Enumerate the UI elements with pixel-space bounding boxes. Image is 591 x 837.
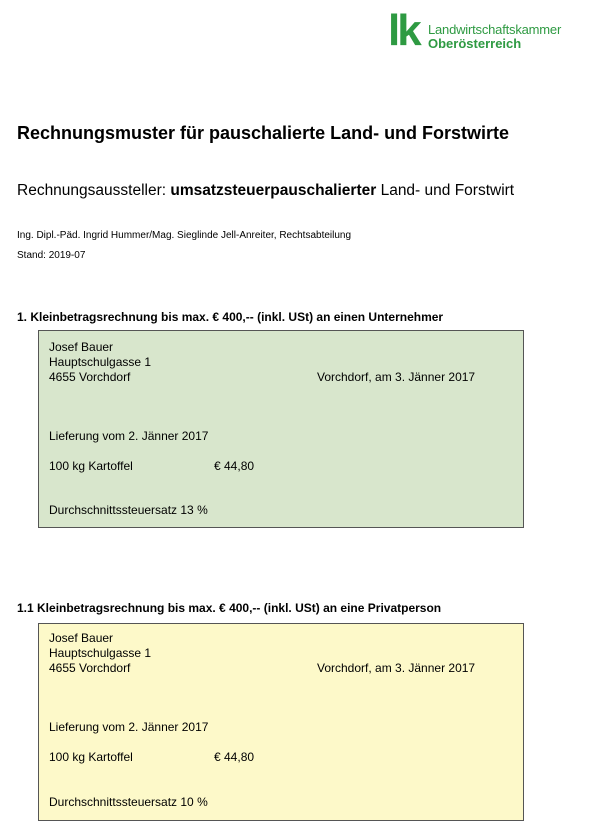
subtitle-suffix: Land- und Forstwirt — [376, 182, 515, 199]
item-amount: € 44,80 — [214, 750, 255, 764]
stand-date: Stand: 2019-07 — [17, 250, 86, 261]
document-title: Rechnungsmuster für pauschalierte Land- und Forstwirte — [17, 123, 510, 143]
item-description: 100 kg Kartoffel — [49, 750, 133, 764]
place-date: Vorchdorf, am 3. Jänner 2017 — [317, 370, 476, 384]
invoice-sample-box-private — [38, 623, 524, 821]
authors-line: Ing. Dipl.-Päd. Ingrid Hummer/Mag. Sieglinde Jell-Anreiter, Rechtsabteilung — [17, 230, 352, 241]
invoice-sample-box-business — [38, 330, 524, 528]
recipient-name: Josef Bauer — [49, 631, 114, 645]
delivery-date: Lieferung vom 2. Jänner 2017 — [49, 720, 209, 734]
document-subtitle — [17, 182, 514, 200]
item-amount: € 44,80 — [214, 459, 255, 473]
subtitle-bold: umsatzsteuerpauschalierter — [170, 182, 377, 199]
tax-rate: Durchschnittssteuersatz 10 % — [49, 795, 208, 809]
lk-logo — [388, 6, 578, 56]
section-1-heading: 1. Kleinbetragsrechnung bis max. € 400,-- (inkl. USt) an einen Unternehmer — [17, 310, 444, 324]
place-date: Vorchdorf, am 3. Jänner 2017 — [317, 661, 476, 675]
lk-logo-mark: lk — [388, 6, 419, 55]
tax-rate: Durchschnittssteuersatz 13 % — [49, 503, 208, 517]
section-1-1-heading: 1.1 Kleinbetragsrechnung bis max. € 400,-- (inkl. USt) an eine Privatperson — [17, 601, 442, 615]
subtitle-prefix: Rechnungsaussteller: — [17, 182, 171, 199]
recipient-name: Josef Bauer — [49, 340, 114, 354]
recipient-street: Hauptschulgasse 1 — [49, 646, 152, 660]
item-description: 100 kg Kartoffel — [49, 459, 133, 473]
recipient-street: Hauptschulgasse 1 — [49, 355, 152, 369]
logo-region-name: Oberösterreich — [428, 36, 522, 51]
delivery-date: Lieferung vom 2. Jänner 2017 — [49, 429, 209, 443]
recipient-city: 4655 Vorchdorf — [49, 370, 131, 384]
logo-org-name: Landwirtschaftskammer — [428, 22, 562, 37]
recipient-city: 4655 Vorchdorf — [49, 661, 131, 675]
